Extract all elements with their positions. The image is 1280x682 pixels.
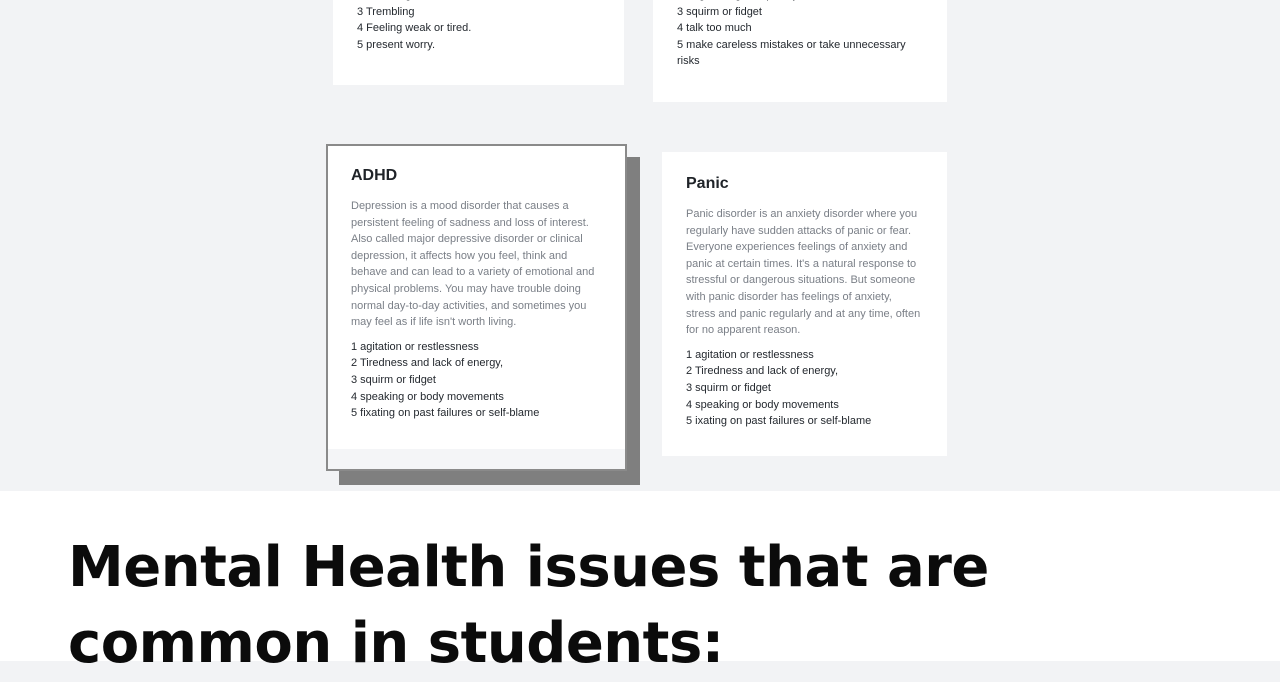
- card-footer: [328, 449, 625, 469]
- list-item: 4 speaking or body movements: [686, 398, 839, 411]
- section-heading: Mental Health issues that are common in students:: [68, 535, 989, 676]
- list-item: 3 squirm or fidget: [686, 381, 771, 394]
- card-description: Panic disorder is an anxiety disorder where you regularly have sudden attacks of panic or fear. Everyone experiences feelings of anxiety and panic at certain times. It's a natural response to stressful or dangerous situations. But someone with panic disorder has feelings of anxiety, stress and panic regularly and at any time, often for no apparent reason.: [686, 208, 921, 337]
- symptom-list: [357, 0, 471, 53]
- list-item: 3 Trembling: [357, 5, 415, 18]
- list-item: 4 Feeling weak or tired.: [357, 22, 472, 35]
- card-title: ADHD: [351, 167, 398, 184]
- list-item: 5 fixating on past failures or self-blame: [351, 407, 540, 420]
- card-description: Depression is a mood disorder that causes a persistent feeling of sadness and loss of interest. Also called major depressive disorder or clinical depression, it affects how you feel, think and behave and can lead to a variety of emotional and physical problems. You may have trouble doing normal day-to-day activities, and sometimes you may feel as if life isn't worth living.: [351, 200, 595, 329]
- list-item: 5 present worry.: [357, 38, 436, 51]
- card-adhd[interactable]: [326, 144, 627, 471]
- list-item: 3 squirm or fidget: [351, 373, 436, 386]
- card-title: Panic: [686, 175, 729, 192]
- list-item: 5 ixating on past failures or self-blame: [686, 415, 872, 428]
- list-item: 4 talk too much: [677, 22, 752, 35]
- list-item: 2 Tiredness and lack of energy,: [351, 357, 504, 370]
- symptom-list: [351, 339, 603, 422]
- card-top-right: [653, 0, 947, 102]
- list-item: 3 squirm or fidget: [677, 5, 762, 18]
- card-top-left: [333, 0, 624, 85]
- list-item: 4 speaking or body movements: [351, 390, 504, 403]
- symptom-list: [677, 0, 917, 70]
- card-panic: [662, 152, 947, 456]
- list-item: 1 agitation or restlessness: [686, 348, 814, 361]
- list-item: 1 agitation or restlessness: [351, 340, 479, 353]
- symptom-list: [686, 347, 923, 430]
- list-item: 2 Tiredness and lack of energy,: [686, 365, 839, 378]
- list-item: 5 make careless mistakes or take unnecessary risks: [677, 38, 906, 68]
